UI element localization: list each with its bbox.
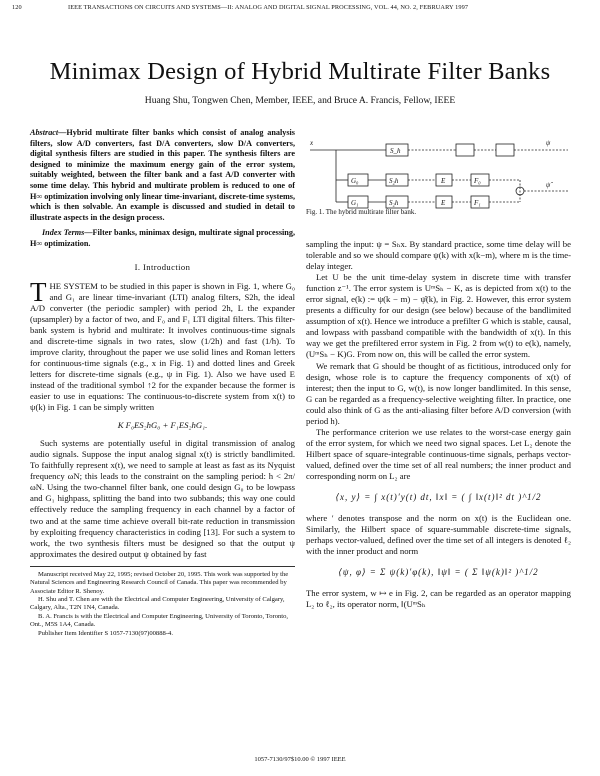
intro-paragraph-1: [30, 276, 295, 414]
intro-paragraph-2: Such systems are potentially useful in digital transmission of analog audio signals. Suppose the input analog signal x(t) is strictly bandlimited. To faithfully represent x(t), we need to sample at least as fast as its Nyquist frequency ωN; this leads to the constraint on the sampling period: h < 2π/ωN. Using the two-channel filter bank, one could design G₀ to be lowpass and G₁ highpass, splitting the band into two subbands; this way one could effectively reduce the sampling frequency in each channel by a factor of two and at the same time achieve overall bit-rate reduction in transmission by exploiting frequency characteristics in coding [13]. For such a system to work, the two synthesis filters must be designed so that the output ψ approximates the desired output ψ obtained by fast: [30, 438, 295, 559]
footnote-manuscript: Manuscript received May 22, 1995; revised October 20, 1995. This work was supported by the Natural Sciences and Engineering Research Council of Canada. This paper was recommended by Associate Editor R. Shenoy.: [30, 570, 289, 595]
label-x: x: [310, 139, 314, 147]
copyright-footer: 1057-7130/97$10.00 © 1997 IEEE: [254, 756, 346, 763]
label-g0: G₀: [351, 177, 359, 185]
index-terms: [30, 228, 295, 249]
label-e-1: E: [441, 199, 446, 207]
abstract-text: Hybrid multirate filter banks which consist of analog analysis filters, slow A/D converters, fast D/A converters, slow D/A converters, digital synthesis filters are studied in this paper. The synthesis filters are designed to minimize the maximum energy gain of the error system, suitably weighted, between the filter bank and a fast A/D converter with some time delay. This hybrid and multirate problem is reduced to one of H∞ optimization involving only linear time-invariant, discrete-time systems, which is then solvable. An example is discussed and studied in detail to illustrate aspects in the design process.: [30, 128, 296, 222]
right-paragraph-4: The performance criterion we use relates to the worst-case energy gain of the error system, for which we need two signal spaces. Let L₂ denote the Hilbert space of square-integrable continuous-time signals, perhaps vector-valued, defined over the time set of all real numbers; the inner product and corresponding norm on L₂ are: [306, 426, 571, 481]
equation-l2-norm: ⟨x, y⟩ = ∫ x(t)′y(t) dt, ‖x‖ = ( ∫ ‖x(t)‖² dt )^1/2: [335, 492, 542, 503]
label-sh: S_h: [390, 147, 401, 155]
right-column: [306, 239, 571, 610]
label-f0: F₀: [474, 177, 481, 185]
intro-text-1: HE SYSTEM to be studied in this paper is shown in Fig. 1, where G₀ and G₁ are linear time-invariant (LTI) analog filters, S2h, the ideal A/D converter (the periodic sampler) with period 2h, L the expander (upsampler) by a factor of two, and F₀ and F₁ LTI digital filters. This filter-bank system is hybrid and multirate: It involves continuous-time signals and discrete-time signals in two rates, slow (1/2h) and fast (1/h). To improve clarity, throughout the paper we use solid lines and Roman letters for continuous-time signals (e.g., x in Fig. 1) and dotted lines and Greek letters for discrete-time signals (e.g., ψ in Fig. 1). Also we have used E instead of the traditional symbol ↑2 for the expander because the former is easier to use in equations: The continuous-to-discrete system from x(t) to ψ(k) in Fig. 1 can be simply written: [30, 280, 295, 413]
figure-1-caption: Fig. 1. The hybrid multirate filter bank.: [306, 208, 417, 216]
abstract: [30, 128, 295, 223]
index-terms-text: Filter banks, minimax design, multirate signal processing, H∞ optimization.: [30, 228, 295, 248]
top-box-3: [496, 144, 514, 156]
label-psi-hat: ψ̂: [546, 181, 551, 189]
label-s2h-0: S₂h: [389, 177, 399, 185]
section-heading: I. Introduction: [134, 261, 191, 272]
figure-1-diagram: [306, 128, 572, 218]
right-paragraph-5: where ′ denotes transpose and the norm on x(t) is the Euclidean one. Similarly, the Hilbert space of square-summable discrete-time signals, perhaps vector-valued, defined over the time set of all integers is denoted ℓ₂ with the inner product and norm: [306, 513, 571, 557]
author-line: Huang Shu, Tongwen Chen, Member, IEEE, and Bruce A. Francis, Fellow, IEEE: [144, 95, 456, 106]
footnote-pii: Publisher Item Identifier S 1057-7130(97)00888-4.: [38, 629, 173, 637]
right-paragraph-2: Let U be the unit time-delay system in discrete time with transfer function z⁻¹. The error system is UᵐSₕ − K, as is depicted from x(t) to the error signal, e(k) := ψ(k − m) − ψ̂(k), in Fig. 2. However, this error system presents a difficulty for our design (see below) because of the bandlimited assumption of x(t). Hence we introduce a prefilter G which is stable, causal, and lowpass with passband compatible with the bandwidth of x(t). In this way we get the prefiltered error system in Fig. 2 from w(t) to e(k), namely, (UᵐSₕ − K)G. From now on, this will be called the error system.: [306, 272, 571, 360]
drop-cap: T: [30, 276, 47, 307]
abstract-label: Abstract—: [30, 128, 67, 137]
footnote-affil-2: B. A. Francis is with the Electrical and Computer Engineering, University of Toronto, Toronto, Ont., M5S 1A4, Canada.: [30, 612, 289, 629]
page-number: 120: [12, 4, 22, 11]
journal-line: IEEE TRANSACTIONS ON CIRCUITS AND SYSTEMS—II: ANALOG AND DIGITAL SIGNAL PROCESSING, VOL. 44, NO. 2, FEBRUARY 1997: [68, 4, 469, 11]
footnote-affil-1: H. Shu and T. Chen are with the Electrical and Computer Engineering, University of Calgary, Calgary, Alta., T2N 1N4, Canada.: [30, 595, 285, 612]
right-paragraph-1: sampling the input: ψ = Sₕx. By standard practice, some time delay will be tolerable and so we should compare ψ(k) with x(k−m), where m is the time-delay integer.: [306, 239, 571, 272]
equation-l2-discrete-norm: ⟨ψ, φ⟩ = Σ ψ(k)′φ(k), ‖ψ‖ = ( Σ ‖ψ(k)‖² )^1/2: [338, 567, 539, 578]
equation-k: K F₀ES₂hG₀ + F₁ES₂hG₁.: [117, 420, 208, 431]
paper-title: Minimax Design of Hybrid Multirate Filter Banks: [49, 58, 551, 85]
label-g1: G₁: [351, 199, 359, 207]
label-f1: F₁: [474, 199, 481, 207]
label-e-0: E: [441, 177, 446, 185]
footnote: [30, 566, 295, 638]
right-paragraph-3: We remark that G should be thought of as fictitious, introduced only for design, whose role is to capture the frequency components of x(t) of interest; then the input to G, w(t), is now longer bandlimited. In this sense, G can be regarded as a frequency-selective weighting filter. In practice, one could also think of G as the anti-aliasing filter before A/D conversion (with period h).: [306, 360, 571, 426]
right-paragraph-6: The error system, w ↦ e in Fig. 2, can be regarded as an operator mapping L₂ to ℓ₂, its operator norm, ‖(UᵐSₕ: [306, 588, 571, 610]
label-s2h-1: S₂h: [389, 199, 399, 207]
left-column: [30, 128, 295, 638]
index-terms-label: Index Terms—: [42, 228, 93, 238]
top-box-2: [456, 144, 474, 156]
label-psi: ψ: [546, 139, 551, 147]
